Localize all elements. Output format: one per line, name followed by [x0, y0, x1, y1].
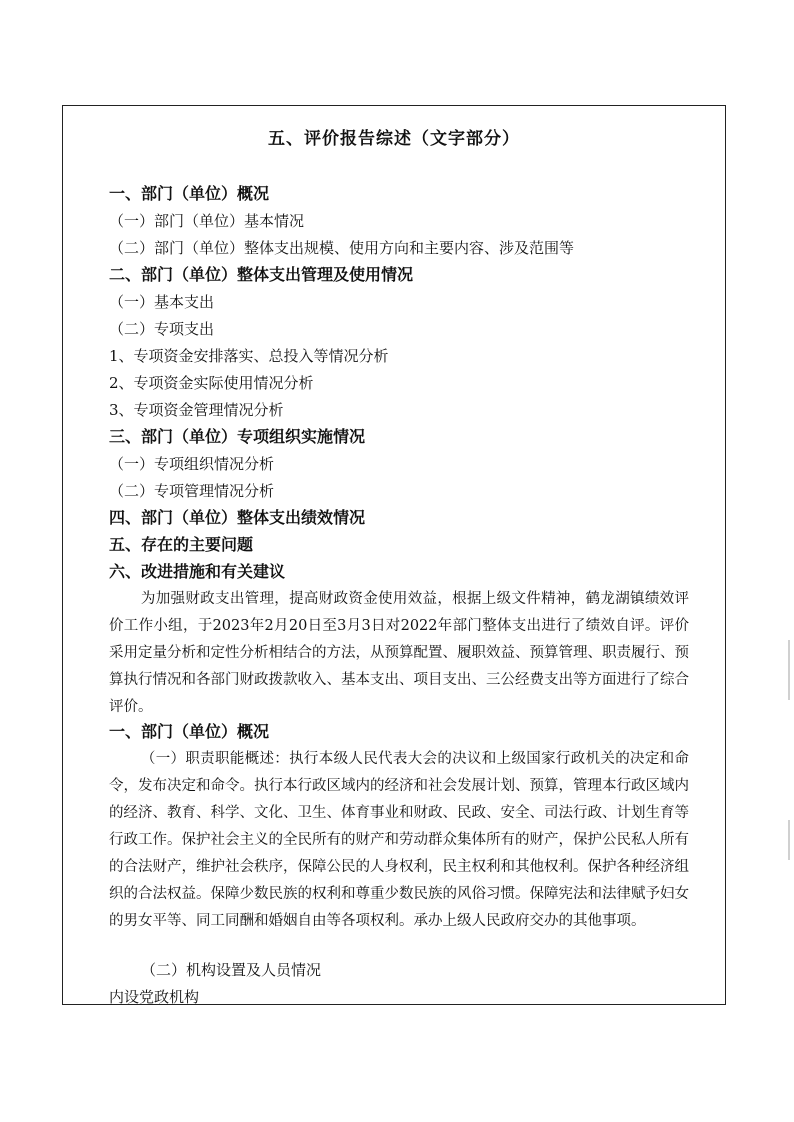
outline-item: （二）部门（单位）整体支出规模、使用方向和主要内容、涉及范围等	[109, 239, 575, 257]
outline-item: 2、专项资金实际使用情况分析	[109, 374, 314, 392]
page-title: 五、评价报告综述（文字部分）	[268, 129, 520, 149]
scan-mark	[788, 640, 790, 700]
body-line-text: 内设党政机构	[109, 988, 200, 1006]
outline-item: （一）部门（单位）基本情况	[109, 212, 305, 230]
outline-item: （一）专项组织情况分析	[109, 455, 275, 473]
outline-item: 二、部门（单位）整体支出管理及使用情况	[109, 265, 414, 284]
scan-mark	[788, 820, 790, 860]
outline-item: 三、部门（单位）专项组织实施情况	[109, 427, 366, 446]
report-frame	[62, 105, 726, 1005]
body-line	[109, 987, 199, 1007]
outline-item: 五、存在的主要问题	[109, 535, 254, 554]
duties-paragraph: （一）职责职能概述：执行本级人民代表大会的决议和上级国家行政机关的决定和命令，发布决定和命令。执行本行政区域内的经济和社会发展计划、预算，管理本行政区域内的经济、教育、科学、文化、卫生、体育事业和财政、民政、安全、司法行政、计划生育等行政工作。保护社会主义的全民所有的财产和劳动群众集体所有的财产，保护公民私人所有的合法财产，维护社会秩序，保障公民的人身权利，民主权利和其他权利。保护各种经济组织的合法权益。保障少数民族的权利和尊重少数民族的风俗习惯。保障宪法和法律赋予妇女的男女平等、同工同酬和婚姻自由等各项权利。承办上级人民政府交办的其他事项。	[109, 751, 689, 929]
outline-item: 四、部门（单位）整体支出绩效情况	[109, 508, 366, 527]
outline-item: （二）专项管理情况分析	[109, 482, 275, 500]
subsection-heading	[109, 960, 321, 980]
outline-item: 六、改进措施和有关建议	[109, 562, 286, 581]
subsection-heading-text: （二）机构设置及人员情况	[141, 961, 322, 979]
intro-paragraph: 为加强财政支出管理，提高财政资金使用效益，根据上级文件精神，鹤龙湖镇绩效评价工作小组，于2023年2月20日至3月3日对2022年部门整体支出进行了绩效自评。评价采用定量分析和定性分析相结合的方法，从预算配置、履职效益、预算管理、职责履行、预算执行情况和各部门财政拨款收入、基本支出、项目支出、三公经费支出等方面进行了综合评价。	[109, 591, 689, 715]
outline-item: 一、部门（单位）概况	[109, 184, 270, 203]
outline-item: （二）专项支出	[109, 320, 215, 338]
section-heading: 一、部门（单位）概况	[109, 722, 270, 741]
outline-item: 1、专项资金安排落实、总投入等情况分析	[109, 347, 389, 365]
outline-item: （一）基本支出	[109, 293, 215, 311]
outline-item: 3、专项资金管理情况分析	[109, 401, 284, 419]
